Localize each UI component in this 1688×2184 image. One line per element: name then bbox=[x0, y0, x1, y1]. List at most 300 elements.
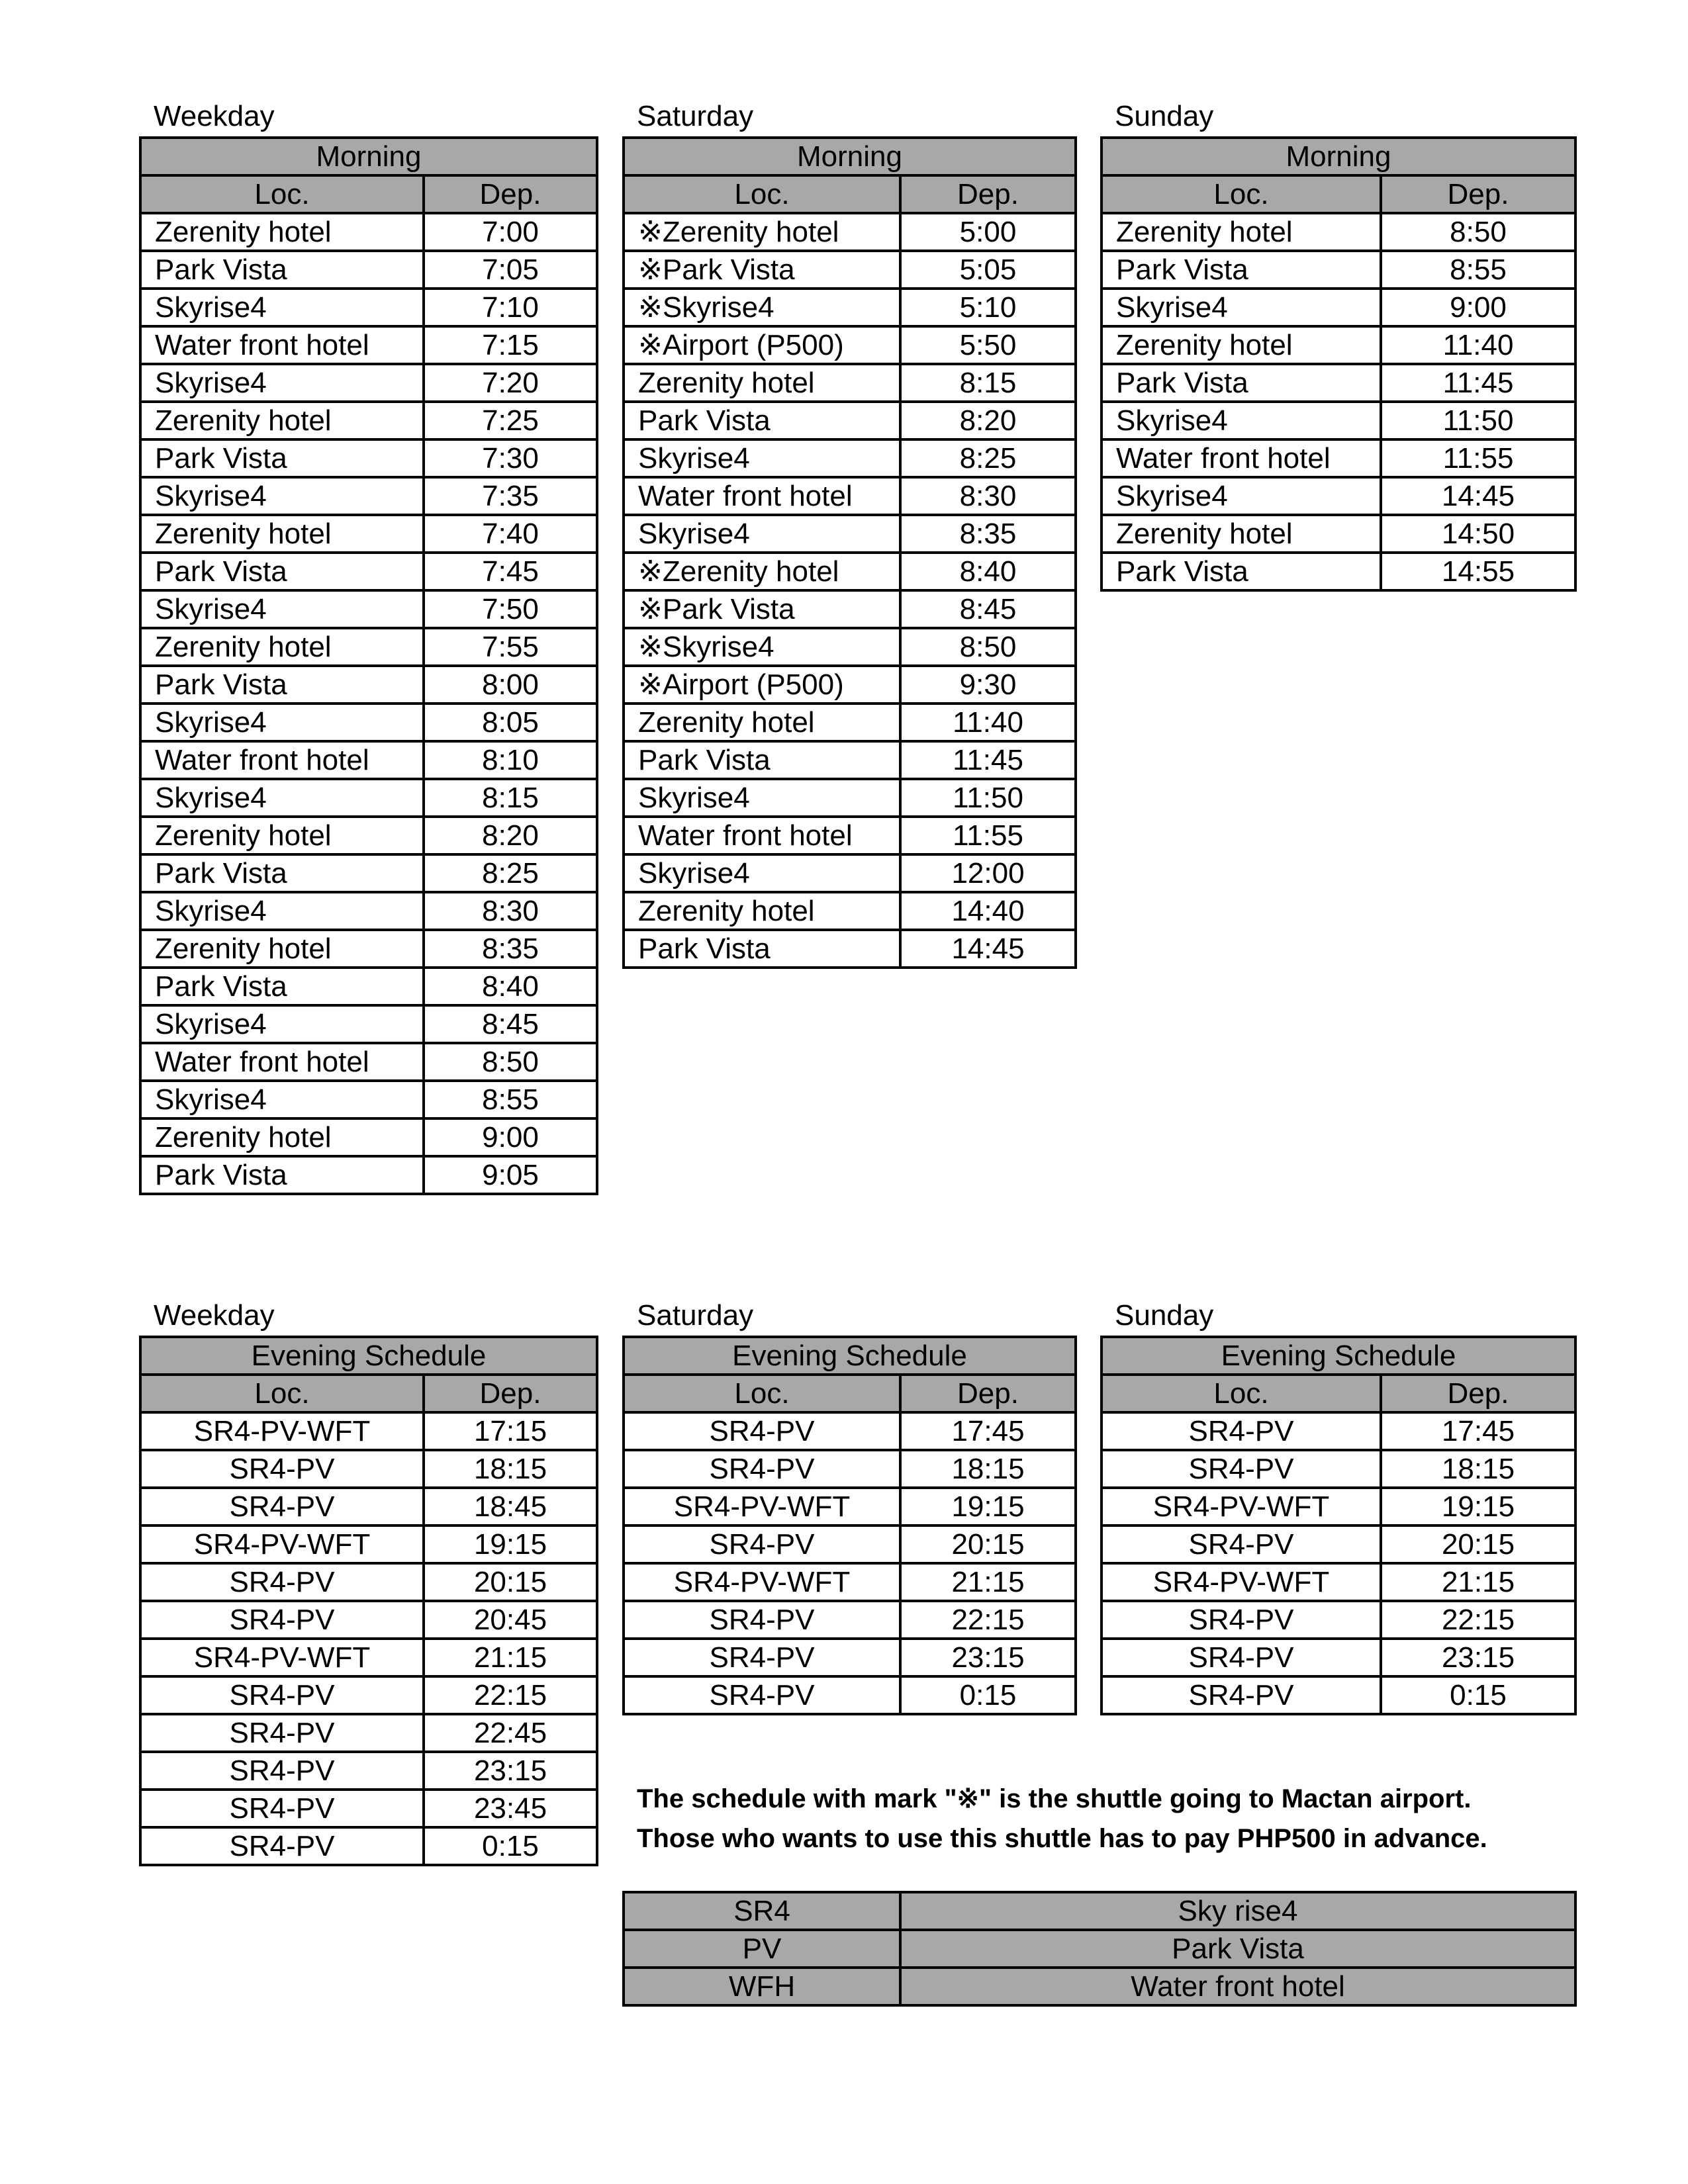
location-cell: SR4-PV-WFT bbox=[624, 1563, 900, 1601]
location-cell: Park Vista bbox=[624, 741, 900, 779]
day-label: Weekday bbox=[154, 100, 275, 132]
col-header-loc: Loc. bbox=[140, 1375, 424, 1412]
departure-cell: 8:25 bbox=[424, 854, 597, 892]
location-cell: Skyrise4 bbox=[624, 439, 900, 477]
schedule-row bbox=[1102, 1450, 1575, 1488]
departure-cell: 19:15 bbox=[900, 1488, 1076, 1525]
schedule-row bbox=[624, 1488, 1076, 1525]
schedule-row bbox=[140, 1450, 597, 1488]
schedule-table bbox=[139, 136, 598, 1195]
departure-cell: 7:05 bbox=[424, 251, 597, 289]
schedule-row bbox=[624, 817, 1076, 854]
col-header-loc: Loc. bbox=[1102, 1375, 1381, 1412]
schedule-row bbox=[624, 1563, 1076, 1601]
departure-cell: 9:00 bbox=[424, 1118, 597, 1156]
departure-cell: 14:40 bbox=[900, 892, 1076, 930]
location-cell: Skyrise4 bbox=[140, 1005, 424, 1043]
schedule-row bbox=[624, 289, 1076, 326]
col-header-dep: Dep. bbox=[900, 175, 1076, 213]
departure-cell: 22:15 bbox=[900, 1601, 1076, 1639]
schedule-row bbox=[1102, 326, 1575, 364]
location-cell: Skyrise4 bbox=[624, 515, 900, 553]
schedule-row bbox=[140, 704, 597, 741]
location-cell: SR4-PV bbox=[140, 1676, 424, 1714]
location-cell: Water front hotel bbox=[140, 326, 424, 364]
location-cell: Park Vista bbox=[1102, 251, 1381, 289]
location-cell: Park Vista bbox=[1102, 553, 1381, 590]
morning-sunday-schedule bbox=[1100, 97, 1574, 592]
departure-cell: 11:40 bbox=[900, 704, 1076, 741]
schedule-row bbox=[624, 704, 1076, 741]
location-cell: Skyrise4 bbox=[1102, 477, 1381, 515]
departure-cell: 11:55 bbox=[1381, 439, 1575, 477]
note-line-1: The schedule with mark "※" is the shuttle going to Mactan airport. bbox=[637, 1784, 1472, 1813]
schedule-row bbox=[1102, 553, 1575, 590]
departure-cell: 22:45 bbox=[424, 1714, 597, 1752]
schedule-row bbox=[140, 854, 597, 892]
departure-cell: 9:05 bbox=[424, 1156, 597, 1194]
schedule-row bbox=[140, 1790, 597, 1827]
location-cell: SR4-PV-WFT bbox=[140, 1639, 424, 1676]
location-cell: Zerenity hotel bbox=[140, 515, 424, 553]
schedule-row bbox=[1102, 289, 1575, 326]
schedule-row bbox=[140, 1005, 597, 1043]
table-title: Evening Schedule bbox=[140, 1337, 597, 1375]
location-cell: Zerenity hotel bbox=[140, 817, 424, 854]
location-cell: ※Zerenity hotel bbox=[624, 553, 900, 590]
location-cell: SR4-PV bbox=[140, 1488, 424, 1525]
schedule-row bbox=[140, 553, 597, 590]
schedule-row bbox=[140, 817, 597, 854]
location-cell: Zerenity hotel bbox=[624, 704, 900, 741]
location-cell: Park Vista bbox=[624, 930, 900, 968]
location-cell: Skyrise4 bbox=[140, 779, 424, 817]
schedule-table bbox=[1100, 1336, 1577, 1715]
departure-cell: 14:55 bbox=[1381, 553, 1575, 590]
table-title: Evening Schedule bbox=[1102, 1337, 1575, 1375]
legend-abbr: PV bbox=[624, 1930, 900, 1968]
schedule-row bbox=[140, 251, 597, 289]
schedule-row bbox=[140, 1752, 597, 1790]
col-header-loc: Loc. bbox=[624, 175, 900, 213]
schedule-row bbox=[140, 289, 597, 326]
departure-cell: 9:00 bbox=[1381, 289, 1575, 326]
schedule-row bbox=[1102, 251, 1575, 289]
departure-cell: 7:35 bbox=[424, 477, 597, 515]
location-cell: SR4-PV bbox=[140, 1790, 424, 1827]
location-cell: Zerenity hotel bbox=[140, 1118, 424, 1156]
location-cell: Park Vista bbox=[140, 553, 424, 590]
note-line-2: Those who wants to use this shuttle has to pay PHP500 in advance. bbox=[637, 1824, 1487, 1853]
location-cell: SR4-PV bbox=[624, 1676, 900, 1714]
departure-cell: 8:15 bbox=[424, 779, 597, 817]
schedule-row bbox=[140, 1081, 597, 1118]
schedule-row bbox=[624, 439, 1076, 477]
table-title: Morning bbox=[624, 138, 1076, 175]
location-cell: Park Vista bbox=[140, 854, 424, 892]
location-cell: Skyrise4 bbox=[1102, 289, 1381, 326]
departure-cell: 5:05 bbox=[900, 251, 1076, 289]
departure-cell: 7:50 bbox=[424, 590, 597, 628]
departure-cell: 8:30 bbox=[424, 892, 597, 930]
departure-cell: 8:35 bbox=[424, 930, 597, 968]
airport-shuttle-note bbox=[637, 1779, 1487, 1858]
col-header-dep: Dep. bbox=[1381, 1375, 1575, 1412]
departure-cell: 11:45 bbox=[1381, 364, 1575, 402]
location-cell: Skyrise4 bbox=[140, 704, 424, 741]
departure-cell: 8:20 bbox=[900, 402, 1076, 439]
schedule-row bbox=[140, 1601, 597, 1639]
col-header-dep: Dep. bbox=[424, 1375, 597, 1412]
schedule-row bbox=[624, 1601, 1076, 1639]
schedule-row bbox=[1102, 1676, 1575, 1714]
departure-cell: 18:15 bbox=[900, 1450, 1076, 1488]
schedule-row bbox=[140, 1488, 597, 1525]
location-cell: SR4-PV-WFT bbox=[1102, 1488, 1381, 1525]
schedule-row bbox=[624, 1450, 1076, 1488]
schedule-row bbox=[140, 1563, 597, 1601]
departure-cell: 0:15 bbox=[424, 1827, 597, 1865]
schedule-row bbox=[140, 364, 597, 402]
schedule-table bbox=[622, 1336, 1077, 1715]
schedule-row bbox=[140, 628, 597, 666]
schedule-row bbox=[624, 628, 1076, 666]
location-cell: SR4-PV-WFT bbox=[1102, 1563, 1381, 1601]
location-cell: SR4-PV bbox=[1102, 1601, 1381, 1639]
schedule-table bbox=[622, 136, 1077, 969]
departure-cell: 20:15 bbox=[424, 1563, 597, 1601]
location-cell: SR4-PV bbox=[140, 1827, 424, 1865]
day-label: Saturday bbox=[637, 1299, 754, 1332]
schedule-row bbox=[624, 1525, 1076, 1563]
legend-abbr: SR4 bbox=[624, 1892, 900, 1930]
departure-cell: 20:15 bbox=[900, 1525, 1076, 1563]
location-cell: Skyrise4 bbox=[140, 1081, 424, 1118]
departure-cell: 14:45 bbox=[900, 930, 1076, 968]
location-cell: Park Vista bbox=[1102, 364, 1381, 402]
departure-cell: 21:15 bbox=[900, 1563, 1076, 1601]
departure-cell: 11:50 bbox=[1381, 402, 1575, 439]
location-cell: SR4-PV bbox=[624, 1525, 900, 1563]
location-cell: ※Airport (P500) bbox=[624, 326, 900, 364]
schedule-row bbox=[1102, 1639, 1575, 1676]
departure-cell: 8:50 bbox=[900, 628, 1076, 666]
departure-cell: 9:30 bbox=[900, 666, 1076, 704]
location-cell: Skyrise4 bbox=[140, 364, 424, 402]
location-cell: Zerenity hotel bbox=[140, 628, 424, 666]
schedule-row bbox=[140, 590, 597, 628]
departure-cell: 8:55 bbox=[424, 1081, 597, 1118]
departure-cell: 23:15 bbox=[1381, 1639, 1575, 1676]
location-cell: ※Zerenity hotel bbox=[624, 213, 900, 251]
departure-cell: 5:00 bbox=[900, 213, 1076, 251]
schedule-row bbox=[624, 930, 1076, 968]
departure-cell: 18:15 bbox=[424, 1450, 597, 1488]
departure-cell: 21:15 bbox=[1381, 1563, 1575, 1601]
departure-cell: 7:20 bbox=[424, 364, 597, 402]
departure-cell: 17:45 bbox=[1381, 1412, 1575, 1450]
location-cell: Water front hotel bbox=[1102, 439, 1381, 477]
departure-cell: 19:15 bbox=[424, 1525, 597, 1563]
evening-weekday-schedule bbox=[139, 1296, 596, 1866]
legend-row bbox=[624, 1930, 1575, 1968]
schedule-row bbox=[624, 553, 1076, 590]
location-cell: SR4-PV bbox=[140, 1563, 424, 1601]
schedule-row bbox=[1102, 364, 1575, 402]
departure-cell: 8:25 bbox=[900, 439, 1076, 477]
day-label: Weekday bbox=[154, 1299, 275, 1332]
schedule-row bbox=[624, 213, 1076, 251]
schedule-row bbox=[140, 779, 597, 817]
location-cell: SR4-PV bbox=[624, 1412, 900, 1450]
departure-cell: 11:50 bbox=[900, 779, 1076, 817]
schedule-row bbox=[140, 1525, 597, 1563]
location-cell: Park Vista bbox=[140, 439, 424, 477]
location-cell: Skyrise4 bbox=[140, 892, 424, 930]
location-cell: SR4-PV bbox=[624, 1450, 900, 1488]
location-cell: Water front hotel bbox=[140, 741, 424, 779]
schedule-row bbox=[624, 741, 1076, 779]
schedule-table bbox=[1100, 136, 1577, 592]
col-header-loc: Loc. bbox=[624, 1375, 900, 1412]
schedule-row bbox=[140, 477, 597, 515]
location-cell: Zerenity hotel bbox=[1102, 515, 1381, 553]
departure-cell: 8:40 bbox=[424, 968, 597, 1005]
departure-cell: 21:15 bbox=[424, 1639, 597, 1676]
departure-cell: 7:40 bbox=[424, 515, 597, 553]
location-cell: SR4-PV bbox=[1102, 1676, 1381, 1714]
location-cell: Park Vista bbox=[140, 666, 424, 704]
schedule-row bbox=[140, 666, 597, 704]
legend-row bbox=[624, 1968, 1575, 2005]
location-cell: Skyrise4 bbox=[140, 590, 424, 628]
schedule-row bbox=[624, 326, 1076, 364]
schedule-row bbox=[140, 741, 597, 779]
schedule-row bbox=[1102, 402, 1575, 439]
table-title: Morning bbox=[1102, 138, 1575, 175]
schedule-row bbox=[140, 1118, 597, 1156]
schedule-row bbox=[140, 1639, 597, 1676]
location-cell: SR4-PV bbox=[624, 1601, 900, 1639]
abbreviation-legend bbox=[622, 1891, 1574, 2007]
departure-cell: 8:00 bbox=[424, 666, 597, 704]
location-cell: SR4-PV bbox=[624, 1639, 900, 1676]
table-title: Morning bbox=[140, 138, 597, 175]
schedule-row bbox=[1102, 1601, 1575, 1639]
schedule-row bbox=[1102, 1525, 1575, 1563]
location-cell: ※Park Vista bbox=[624, 251, 900, 289]
location-cell: Zerenity hotel bbox=[140, 213, 424, 251]
location-cell: Park Vista bbox=[140, 1156, 424, 1194]
schedule-row bbox=[140, 968, 597, 1005]
schedule-row bbox=[140, 892, 597, 930]
table-title: Evening Schedule bbox=[624, 1337, 1076, 1375]
departure-cell: 7:15 bbox=[424, 326, 597, 364]
legend-table bbox=[622, 1891, 1577, 2007]
location-cell: ※Skyrise4 bbox=[624, 289, 900, 326]
day-label: Saturday bbox=[637, 100, 754, 132]
location-cell: Skyrise4 bbox=[1102, 402, 1381, 439]
location-cell: Zerenity hotel bbox=[140, 930, 424, 968]
departure-cell: 11:45 bbox=[900, 741, 1076, 779]
schedule-row bbox=[140, 515, 597, 553]
departure-cell: 7:00 bbox=[424, 213, 597, 251]
location-cell: Park Vista bbox=[140, 968, 424, 1005]
departure-cell: 14:50 bbox=[1381, 515, 1575, 553]
departure-cell: 5:10 bbox=[900, 289, 1076, 326]
departure-cell: 8:50 bbox=[1381, 213, 1575, 251]
departure-cell: 8:15 bbox=[900, 364, 1076, 402]
departure-cell: 8:10 bbox=[424, 741, 597, 779]
location-cell: Park Vista bbox=[140, 251, 424, 289]
day-label: Sunday bbox=[1115, 100, 1214, 132]
schedule-row bbox=[624, 892, 1076, 930]
legend-full: Water front hotel bbox=[900, 1968, 1575, 2005]
schedule-row bbox=[624, 364, 1076, 402]
schedule-row bbox=[140, 402, 597, 439]
departure-cell: 0:15 bbox=[900, 1676, 1076, 1714]
legend-full: Park Vista bbox=[900, 1930, 1575, 1968]
schedule-row bbox=[1102, 1563, 1575, 1601]
location-cell: SR4-PV bbox=[1102, 1525, 1381, 1563]
morning-weekday-schedule bbox=[139, 97, 596, 1195]
location-cell: Skyrise4 bbox=[624, 854, 900, 892]
schedule-row bbox=[624, 779, 1076, 817]
departure-cell: 23:15 bbox=[900, 1639, 1076, 1676]
schedule-row bbox=[624, 402, 1076, 439]
departure-cell: 8:55 bbox=[1381, 251, 1575, 289]
schedule-table bbox=[139, 1336, 598, 1866]
evening-sunday-schedule bbox=[1100, 1296, 1574, 1715]
departure-cell: 17:45 bbox=[900, 1412, 1076, 1450]
location-cell: SR4-PV bbox=[140, 1752, 424, 1790]
departure-cell: 8:20 bbox=[424, 817, 597, 854]
schedule-row bbox=[624, 854, 1076, 892]
departure-cell: 7:55 bbox=[424, 628, 597, 666]
location-cell: Zerenity hotel bbox=[140, 402, 424, 439]
location-cell: SR4-PV bbox=[1102, 1450, 1381, 1488]
schedule-row bbox=[140, 1043, 597, 1081]
location-cell: Skyrise4 bbox=[140, 289, 424, 326]
schedule-row bbox=[140, 1676, 597, 1714]
schedule-row bbox=[624, 515, 1076, 553]
schedule-row bbox=[1102, 1412, 1575, 1450]
location-cell: ※Skyrise4 bbox=[624, 628, 900, 666]
schedule-row bbox=[624, 1676, 1076, 1714]
legend-row bbox=[624, 1892, 1575, 1930]
schedule-row bbox=[624, 1639, 1076, 1676]
departure-cell: 22:15 bbox=[424, 1676, 597, 1714]
departure-cell: 11:40 bbox=[1381, 326, 1575, 364]
departure-cell: 0:15 bbox=[1381, 1676, 1575, 1714]
location-cell: Water front hotel bbox=[624, 817, 900, 854]
schedule-row bbox=[140, 326, 597, 364]
location-cell: Zerenity hotel bbox=[624, 892, 900, 930]
col-header-loc: Loc. bbox=[1102, 175, 1381, 213]
location-cell: ※Airport (P500) bbox=[624, 666, 900, 704]
col-header-loc: Loc. bbox=[140, 175, 424, 213]
schedule-row bbox=[1102, 1488, 1575, 1525]
location-cell: SR4-PV bbox=[140, 1714, 424, 1752]
departure-cell: 8:45 bbox=[424, 1005, 597, 1043]
departure-cell: 22:15 bbox=[1381, 1601, 1575, 1639]
departure-cell: 12:00 bbox=[900, 854, 1076, 892]
schedule-row bbox=[624, 590, 1076, 628]
location-cell: Water front hotel bbox=[140, 1043, 424, 1081]
departure-cell: 7:10 bbox=[424, 289, 597, 326]
departure-cell: 23:45 bbox=[424, 1790, 597, 1827]
location-cell: SR4-PV bbox=[1102, 1639, 1381, 1676]
schedule-row bbox=[140, 1714, 597, 1752]
departure-cell: 7:30 bbox=[424, 439, 597, 477]
departure-cell: 8:50 bbox=[424, 1043, 597, 1081]
schedule-row bbox=[140, 930, 597, 968]
departure-cell: 11:55 bbox=[900, 817, 1076, 854]
location-cell: SR4-PV bbox=[1102, 1412, 1381, 1450]
location-cell: ※Park Vista bbox=[624, 590, 900, 628]
schedule-row bbox=[140, 1827, 597, 1865]
departure-cell: 8:45 bbox=[900, 590, 1076, 628]
departure-cell: 20:15 bbox=[1381, 1525, 1575, 1563]
schedule-row bbox=[1102, 439, 1575, 477]
location-cell: Zerenity hotel bbox=[1102, 213, 1381, 251]
schedule-row bbox=[624, 477, 1076, 515]
departure-cell: 8:35 bbox=[900, 515, 1076, 553]
schedule-row bbox=[140, 213, 597, 251]
location-cell: Skyrise4 bbox=[140, 477, 424, 515]
departure-cell: 8:30 bbox=[900, 477, 1076, 515]
location-cell: SR4-PV-WFT bbox=[140, 1412, 424, 1450]
col-header-dep: Dep. bbox=[1381, 175, 1575, 213]
location-cell: Zerenity hotel bbox=[1102, 326, 1381, 364]
departure-cell: 18:15 bbox=[1381, 1450, 1575, 1488]
schedule-row bbox=[140, 439, 597, 477]
schedule-row bbox=[1102, 515, 1575, 553]
location-cell: SR4-PV bbox=[140, 1601, 424, 1639]
legend-abbr: WFH bbox=[624, 1968, 900, 2005]
evening-saturday-schedule bbox=[622, 1296, 1074, 1715]
departure-cell: 5:50 bbox=[900, 326, 1076, 364]
departure-cell: 8:40 bbox=[900, 553, 1076, 590]
schedule-row bbox=[140, 1156, 597, 1194]
schedule-row bbox=[624, 251, 1076, 289]
departure-cell: 8:05 bbox=[424, 704, 597, 741]
location-cell: Park Vista bbox=[624, 402, 900, 439]
legend-full: Sky rise4 bbox=[900, 1892, 1575, 1930]
morning-saturday-schedule bbox=[622, 97, 1074, 969]
location-cell: Zerenity hotel bbox=[624, 364, 900, 402]
schedule-row bbox=[140, 1412, 597, 1450]
day-label: Sunday bbox=[1115, 1299, 1214, 1332]
col-header-dep: Dep. bbox=[900, 1375, 1076, 1412]
schedule-row bbox=[624, 666, 1076, 704]
location-cell: SR4-PV bbox=[140, 1450, 424, 1488]
departure-cell: 19:15 bbox=[1381, 1488, 1575, 1525]
location-cell: Skyrise4 bbox=[624, 779, 900, 817]
departure-cell: 14:45 bbox=[1381, 477, 1575, 515]
location-cell: SR4-PV-WFT bbox=[624, 1488, 900, 1525]
departure-cell: 23:15 bbox=[424, 1752, 597, 1790]
location-cell: Water front hotel bbox=[624, 477, 900, 515]
departure-cell: 18:45 bbox=[424, 1488, 597, 1525]
departure-cell: 20:45 bbox=[424, 1601, 597, 1639]
schedule-row bbox=[1102, 213, 1575, 251]
location-cell: SR4-PV-WFT bbox=[140, 1525, 424, 1563]
schedule-row bbox=[624, 1412, 1076, 1450]
departure-cell: 7:45 bbox=[424, 553, 597, 590]
schedule-row bbox=[1102, 477, 1575, 515]
departure-cell: 17:15 bbox=[424, 1412, 597, 1450]
